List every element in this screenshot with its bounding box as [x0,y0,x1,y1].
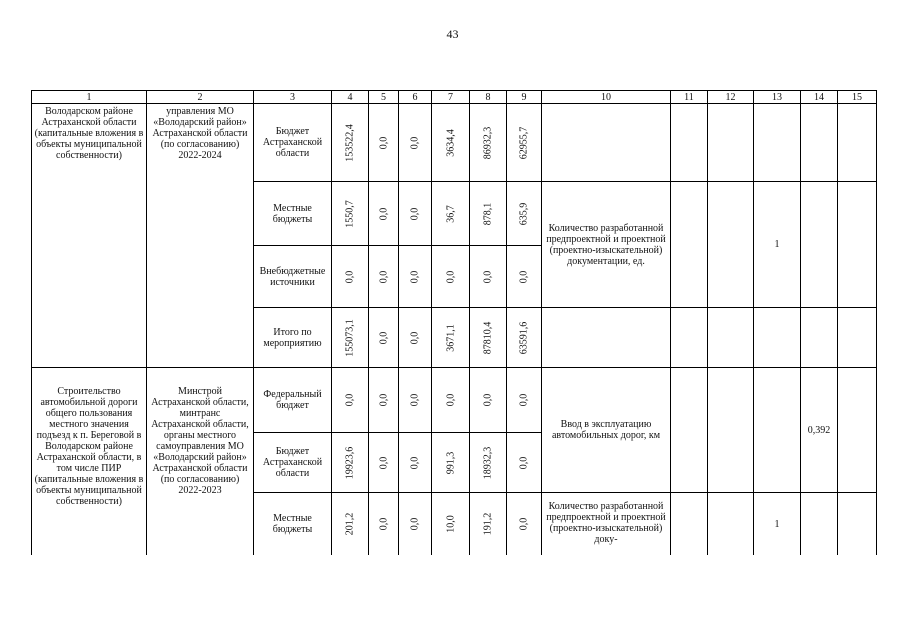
empty-cell [753,367,800,492]
amount-value: 10,0 [445,515,456,533]
block2-value-cell [431,367,469,432]
block1-name-cell [31,103,146,367]
block1-value-cell [431,103,469,181]
amount-value: 62955,7 [518,126,530,159]
amount-value: 153522,4 [344,123,356,162]
block1-value-cell [506,103,541,181]
empty-cell [837,367,876,492]
empty-cell [670,181,707,307]
block1-value-cell [368,181,398,245]
empty-cell [707,492,753,555]
amount-value: 86932,3 [482,126,494,159]
block2-indicator2: Количество разработанной предпроектной и проектной (проектно-изыскательной) доку- [546,501,666,545]
block2-indicator2-cell [541,492,670,555]
block2-name-cell [31,367,146,555]
amount-value: 3671,1 [445,323,456,352]
amount-value: 0,0 [518,517,530,531]
block2-value-cell [506,367,541,432]
block2-value-cell [368,492,398,555]
header-label: 12 [725,91,736,103]
header-cell-15 [837,90,876,103]
block1-indicator-empty [541,103,670,181]
amount-value: 0,0 [378,393,389,407]
header-cell-4 [331,90,368,103]
amount-value: 1550,7 [344,199,356,228]
amount-value: 155073,1 [344,318,356,357]
amount-value: 18932,3 [482,446,494,479]
block1-value-cell [506,307,541,367]
block2-source-cell [253,432,331,492]
block1-value-cell [469,307,506,367]
block1-value-cell [469,103,506,181]
funding-source: Внебюджетные источники [259,265,326,288]
amount-value: 0,0 [445,393,456,407]
amount-value: 19923,6 [344,446,356,479]
funding-source: Бюджет Астраханской области [262,446,323,479]
empty-cell [753,103,800,181]
block2-value-cell [398,492,431,555]
amount-value: 0,0 [482,270,494,283]
amount-value: 0,0 [378,456,389,469]
header-label: 13 [772,91,782,103]
block1-source-cell [253,307,331,367]
block2-col13-cell [753,492,800,555]
amount-value: 0,0 [409,136,421,149]
page-number: 43 [446,27,459,41]
block1-value-cell [469,245,506,307]
header-cell-6 [398,90,431,103]
block2-source-cell [253,492,331,555]
amount-value: 878,1 [482,202,494,225]
block1-value-cell [431,181,469,245]
amount-value: 3634,4 [445,128,456,157]
header-cell-2 [146,90,253,103]
header-label: 1 [86,91,92,103]
block2-value-cell [331,432,368,492]
header-cell-7 [431,90,469,103]
block1-value-cell [431,245,469,307]
header-cell-9 [506,90,541,103]
header-label: 14 [814,91,824,103]
amount-value: 201,2 [344,512,356,536]
block2-indicator1: Ввод в эксплуатацию автомобильных дорог, км [551,419,661,441]
amount-value: 0,0 [409,331,421,344]
block1-value-cell [506,181,541,245]
amount-value: 191,2 [482,512,494,536]
header-cell-11 [670,90,707,103]
block1-source-cell [253,103,331,181]
block1-value-cell [398,307,431,367]
header-label: 9 [521,91,527,103]
empty-cell [837,181,876,307]
empty-cell [670,307,707,367]
amount-value: 0,0 [409,517,421,531]
block1-value-cell [398,245,431,307]
block1-value-cell [368,245,398,307]
amount-value: 0,0 [378,331,389,344]
empty-cell [837,307,876,367]
block2-name: Строительство автомобильной дороги общего пользования местного значения подъезд к п. Береговой в Володарском районе Астраханской области, в том числе ПИР (капитальные вложения в объекты муниципальной собственности) [34,386,144,507]
block2-value-cell [331,367,368,432]
block1-value-cell [506,245,541,307]
funding-source: Итого по мероприятию [263,326,322,349]
table-right-border [876,90,877,555]
header-label: 8 [485,91,491,103]
block1-source-cell [253,181,331,245]
block1-value-cell [431,307,469,367]
block1-indicator-cell [541,181,670,307]
block2-value-cell [431,432,469,492]
amount-value: 36,7 [445,204,456,223]
header-cell-1 [31,90,146,103]
block2-value-cell [368,367,398,432]
funding-source: Бюджет Астраханской области [262,126,323,159]
amount-value: 0,0 [344,270,356,283]
header-cell-13 [753,90,800,103]
block2-executor-cell [146,367,253,555]
block1-value-cell [469,181,506,245]
block1-value-cell [368,307,398,367]
amount-value: 0,0 [518,393,530,407]
block1-name: Володарском районе Астраханской области (капитальные вложения в объекты муниципальной собственности) [34,106,144,161]
empty-cell [800,492,837,555]
block2-col14-value: 0,392 [807,424,831,436]
funding-source: Федеральный бюджет [263,389,322,411]
header-cell-3 [253,90,331,103]
header-label: 15 [852,91,862,103]
block1-source-cell [253,245,331,307]
block2-value-cell [398,367,431,432]
empty-cell [670,367,707,492]
block2-value-cell [469,367,506,432]
empty-cell [800,103,837,181]
empty-cell [800,307,837,367]
empty-cell [670,103,707,181]
block1-value-cell [331,181,368,245]
amount-value: 0,0 [378,270,389,283]
empty-cell [707,307,753,367]
amount-value: 0,0 [518,456,530,469]
funding-source: Местные бюджеты [272,202,313,225]
block1-value-cell [398,103,431,181]
block1-executor-cell [146,103,253,367]
block1-value-cell [368,103,398,181]
amount-value: 0,0 [378,207,389,220]
empty-cell [670,492,707,555]
block2-value-cell [506,432,541,492]
block1-value-cell [331,307,368,367]
amount-value: 0,0 [482,393,494,407]
block2-value-cell [469,492,506,555]
block2-value-cell [469,432,506,492]
block2-value-cell [431,492,469,555]
block1-value-cell [331,245,368,307]
header-cell-5 [368,90,398,103]
amount-value: 0,0 [409,393,421,407]
block2-source-cell [253,367,331,432]
amount-value: 0,0 [409,270,421,283]
amount-value: 991,3 [445,451,456,474]
amount-value: 0,0 [378,517,389,531]
block1-executor: управления МО «Володарский район» Астраханской области (по согласованию) 2022-2024 [152,106,248,161]
block2-value-cell [506,492,541,555]
block2-value-cell [398,432,431,492]
header-label: 4 [347,91,353,103]
empty-cell [707,367,753,492]
block1-col13-cell [753,181,800,307]
empty-cell [753,307,800,367]
block1-indicator: Количество разработанной предпроектной и проектной (проектно-изыскательной) документации, ед. [546,222,666,267]
amount-value: 63591,6 [518,321,530,354]
header-label: 10 [601,91,611,103]
header-cell-14 [800,90,837,103]
block2-indicator1-cell [541,367,670,492]
empty-cell [707,181,753,307]
block1-value-cell [398,181,431,245]
header-cell-10 [541,90,670,103]
header-label: 11 [684,91,694,103]
block2-value-cell [368,432,398,492]
amount-value: 0,0 [518,270,530,283]
block2-col14-cell [800,367,837,492]
amount-value: 0,0 [445,270,456,283]
empty-cell [800,181,837,307]
amount-value: 0,0 [409,207,421,220]
amount-value: 87810,4 [482,321,494,354]
amount-value: 0,0 [344,393,356,407]
header-cell-8 [469,90,506,103]
header-cell-12 [707,90,753,103]
block1-indicator-empty [541,307,670,367]
header-label: 6 [412,91,418,103]
amount-value: 0,0 [378,136,389,149]
block1-value-cell [331,103,368,181]
header-label: 7 [448,91,453,103]
amount-value: 0,0 [409,456,421,469]
header-label: 3 [290,91,295,103]
header-label: 2 [197,91,203,103]
block2-executor: Минстрой Астраханской области, минтранс Астраханской области, органы местного самоуправления МО «Володарский район» Астраханской области (по согласованию) 2022-2023 [151,386,249,496]
block2-value-cell [331,492,368,555]
block1-col13-value: 1 [774,239,780,250]
amount-value: 635,9 [518,202,530,225]
empty-cell [837,492,876,555]
block2-col13-value: 1 [774,518,780,530]
empty-cell [707,103,753,181]
funding-source: Местные бюджеты [272,513,313,535]
header-label: 5 [381,91,386,103]
empty-cell [837,103,876,181]
